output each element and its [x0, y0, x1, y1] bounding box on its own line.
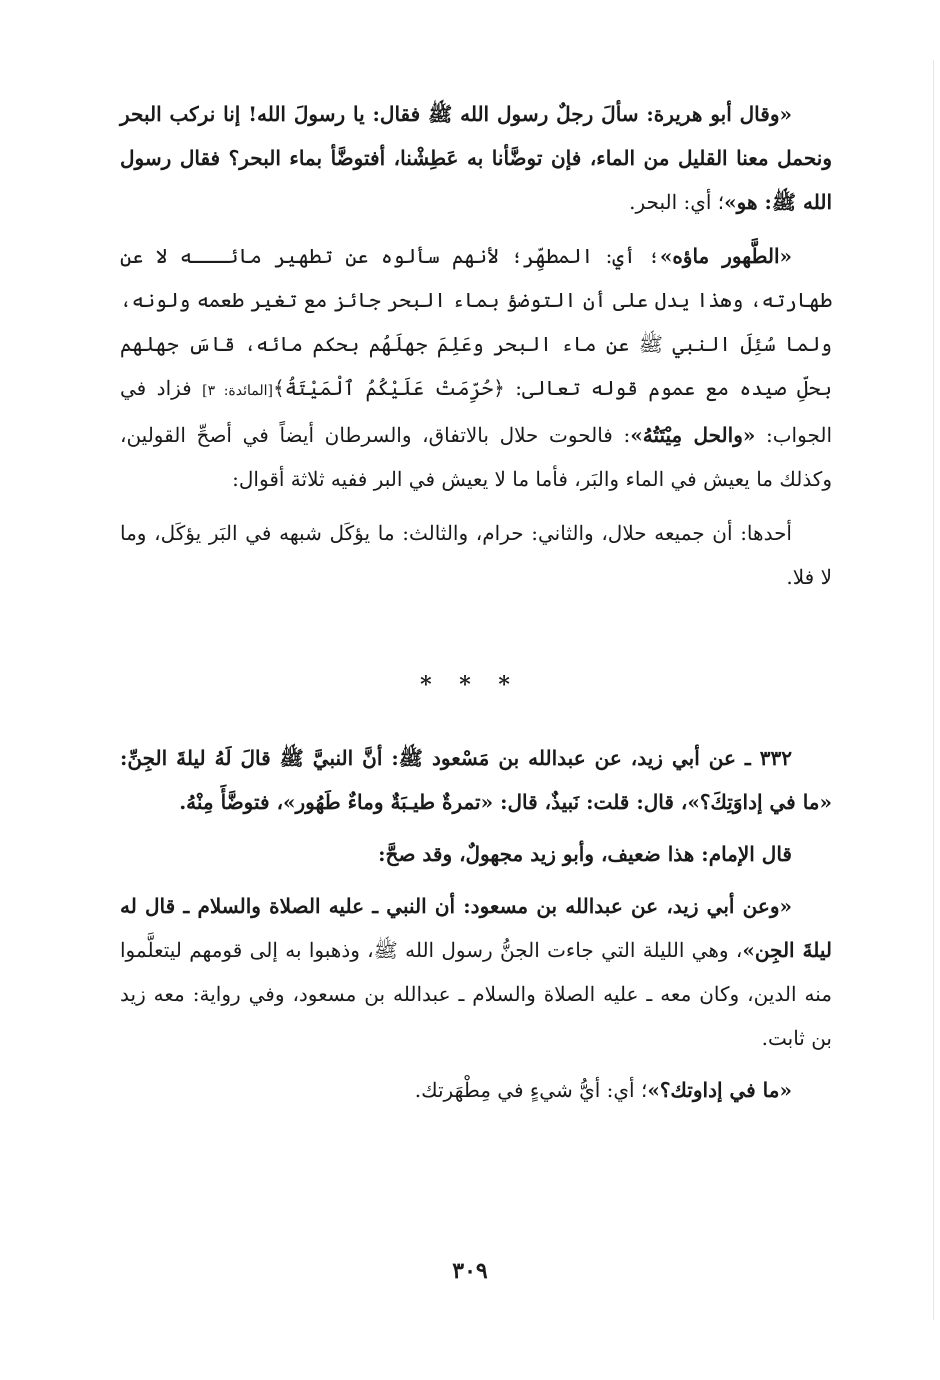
hadith-phrase-bold: «الطَّهور ماؤه»: [659, 244, 792, 268]
hadith-quote-bold: «وقال أبو هريرة: سألَ رجلٌ رسول الله ﷺ فقال: يا رسولَ الله! إنا نركب البحر ونحمل معنا القليل من الماء، فإن توضَّأنا به عَطِشْنا، أفتوضَّأ بماء البحر؟ فقال رسول الله ﷺ: هو»: [120, 102, 832, 214]
explanation-text: ، وهي الليلة التي جاءت الجنُّ رسول الله ﷺ، وذهبوا به إلى قومهم ليتعلَّموا منه الدين، وكان معه ـ عليه الصلاة والسلام ـ عبدالله بن مسعود، وفي رواية: معه زيد بن ثابت.: [120, 938, 832, 1050]
paragraph-idawa: [120, 1068, 832, 1112]
commentary-section-2: [120, 736, 832, 1112]
paragraph-tahur-explanation: [120, 234, 832, 501]
explanation-text: ؛ أي: أيُّ شيءٍ في مِطْهَرتك.: [414, 1078, 648, 1102]
page-number: ٣٠٩: [452, 1258, 488, 1284]
imam-comment: قال الإمام: هذا ضعيف، وأبو زيد مجهولٌ، وقد صحَّ:: [378, 842, 792, 866]
paragraph-three-opinions: أحدها: أن جميعه حلال، والثاني: حرام، والثالث: ما يؤكَل شبهه في البَر يؤكَل، وما لا فلا.: [120, 521, 832, 589]
explanation-text: فزاد في الجواب:: [120, 376, 832, 447]
hadith-332: ٣٣٢ ـ عن أبي زيد، عن عبدالله بن مَسْعود ﷺ: أنَّ النبيَّ ﷺ قالَ لَهُ ليلةَ الجِنِّ: «ما في إداوَتِكَ؟»، قال: قلت: نَبيذٌ، قال: «تمرةٌ طيـبَةٌ وماءٌ طَهُور»، فتوضَّأَ مِنْهُ.: [120, 746, 832, 814]
quran-reference: [المائدة: ٣]: [202, 383, 273, 399]
paragraph-laylat-al-jinn: [120, 884, 832, 1060]
explanation-text: ؛ أي: المطهِّر؛ لأنهم سألوه عن تطهير مائـــه لا عن طهارته، وهذا يدل على أن التوضؤ بماء البحر جائز مع تغير طعمه ولونه، ولما سُئِلَ النبي ﷺ عن ماء البحر وعَلِمَ جهلَهُم بحكم مائه، قاسَ جهلهم بحلِّ صيده مع عموم قوله تعالى: ﴿حُرِّمَتْ عَلَيْكُمُ ٱلْمَيْتَةُ﴾: [120, 244, 832, 400]
explanation-text: : فالحوت حلال بالاتفاق، والسرطان أيضاً في أصحِّ القولين، وكذلك ما يعيش في الماء والبَر، فأما ما لا يعيش في البر ففيه ثلاثة أقوال:: [120, 423, 832, 491]
explanation-text: ؛ أي: البحر.: [629, 190, 725, 214]
hadith-phrase-bold: «ما في إداوتك؟»: [647, 1078, 792, 1102]
hadith-phrase-bold: «والحل مِيْتَتُهُ»: [630, 423, 756, 447]
commentary-section-1: [120, 92, 832, 599]
section-separator-asterisks: * * *: [420, 672, 520, 698]
hadith-quote-bold: «وعن أبي زيد، عن عبدالله بن مسعود: أن النبي ـ عليه الصلاة والسلام ـ قال له ليلةَ الجِن»: [120, 894, 832, 962]
paragraph-hadith-abu-hurayra: [120, 92, 832, 224]
